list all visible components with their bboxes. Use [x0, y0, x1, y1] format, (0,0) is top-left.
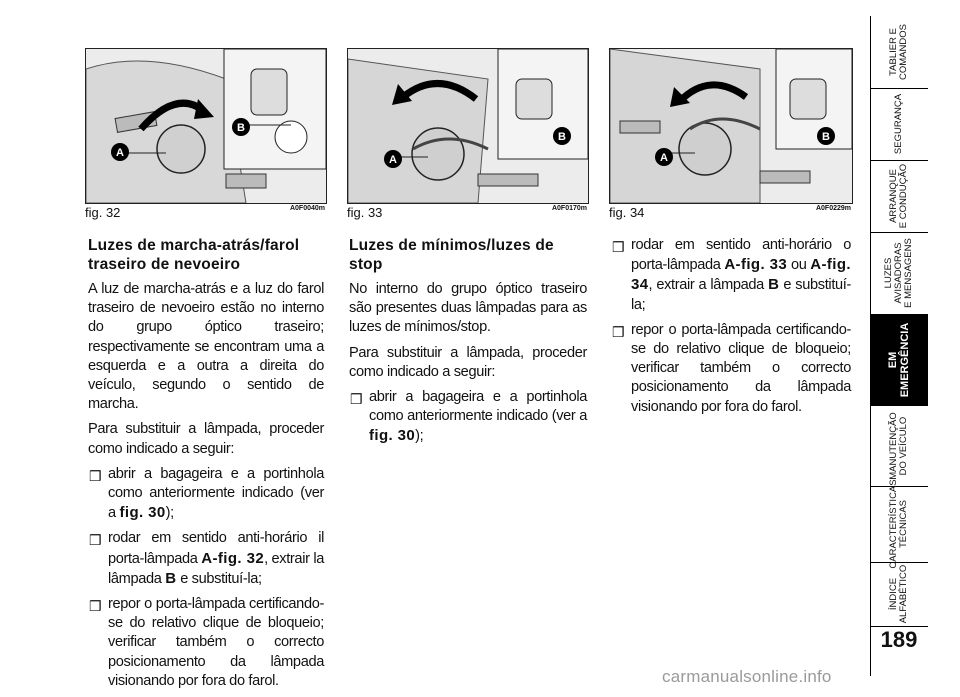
step-text: rodar em sentido anti-horário il porta-lâmpada [108, 530, 324, 567]
intro-paragraph: No interno do grupo óptico traseiro são presentes duas lâmpadas para as luzes de mínimos/stop. [349, 281, 587, 336]
list-item [88, 529, 324, 589]
steps-list [88, 465, 324, 691]
figure-reference: fig. 30 [369, 427, 416, 445]
list-item [88, 595, 324, 691]
section-heading [349, 236, 587, 274]
figure-34 [609, 48, 853, 204]
label-b: B [558, 131, 566, 143]
heading-line-1: Luzes de mínimos/luzes de [349, 237, 554, 254]
label-a: A [116, 147, 124, 159]
step-text: rodar em sentido anti-horário o porta-lâmpada [631, 237, 851, 274]
step-text-or: ou [787, 257, 811, 274]
label-a: A [660, 152, 668, 164]
tab-label: EM EMERGÊNCIA [887, 322, 911, 398]
checkbox-bullet-icon: ❒ [612, 323, 625, 340]
checkbox-bullet-icon: ❒ [89, 598, 102, 615]
figure-33-illustration [348, 49, 588, 203]
watermark: carmanualsonline.info [662, 667, 832, 686]
steps-list [349, 388, 587, 447]
step-text-end: e substituí-la; [631, 277, 851, 313]
figure-code: A0F0040m [289, 205, 325, 212]
tab-arranque-conducao[interactable] [870, 160, 928, 233]
list-item [611, 321, 851, 417]
step-text-mid: , extrair la lâmpada [108, 550, 324, 587]
tab-label: LUZES AVISADORAS E MENSAGENS [883, 238, 914, 308]
tab-luzes-avisadoras[interactable] [870, 232, 928, 315]
heading-line-1: Luzes de marcha-atrás/farol [88, 237, 300, 254]
figure-number: fig. 34 [609, 205, 645, 220]
figure-reference: A-fig. 32 [201, 549, 265, 567]
figure-32 [85, 48, 327, 204]
tab-tablier-comandos[interactable] [870, 16, 928, 89]
tab-em-emergencia[interactable] [870, 314, 928, 406]
tab-label: CARACTERÍSTICAS TÉCNICAS [888, 479, 909, 569]
tab-label: ARRANQUE E CONDUÇÃO [888, 163, 909, 229]
figure-34-illustration [610, 49, 852, 203]
chapter-tabs [870, 16, 928, 676]
step-text-end: ); [415, 428, 424, 445]
tab-label: SEGURANÇA [893, 93, 904, 155]
tab-label: MANUTENÇÃO DO VEÍCULO [888, 412, 909, 480]
part-reference: B [165, 569, 177, 587]
figure-number: fig. 33 [347, 205, 383, 220]
tab-label: ÍNDICE ALFABÉTICO [888, 564, 909, 624]
column-position-stop-lights [349, 236, 587, 453]
column-reverse-fog-lights [88, 236, 324, 697]
checkbox-bullet-icon: ❒ [89, 467, 102, 484]
tab-label: TABLIER E COMANDOS [888, 24, 909, 80]
list-item [611, 236, 851, 315]
figure-32-illustration [86, 49, 326, 203]
list-item [88, 465, 324, 524]
label-a: A [389, 154, 397, 166]
step-text: repor o porta-lâmpada certificando-se do relativo clique de bloqueio; verificar também o correcto posicionamento da lâmpada visionando por fora do farol. [631, 321, 851, 415]
column-steps-continued [611, 236, 851, 423]
step-text: abrir a bagageira e a portinhola como anteriormente indicado (ver a [369, 389, 587, 425]
figure-33 [347, 48, 589, 204]
instruction-paragraph: Para substituir a lâmpada, proceder como indicado a seguir: [88, 421, 324, 457]
step-text-end: ); [165, 505, 174, 522]
step-text-end: e substituí-la; [176, 570, 262, 587]
tab-manutencao[interactable] [870, 406, 928, 487]
intro-paragraph: A luz de marcha-atrás e a luz do farol traseiro de nevoeiro estão no interno do grupo óptico traseiro; respectivamente se encontram uma a esquerda e a outra a direita do veículo, segundo o sentido de marcha. [88, 281, 324, 413]
checkbox-bullet-icon: ❒ [89, 532, 102, 549]
checkbox-bullet-icon: ❒ [350, 391, 363, 408]
figure-code: A0F0229m [815, 205, 851, 212]
list-item [349, 388, 587, 447]
tab-caracteristicas[interactable] [870, 479, 928, 569]
heading-line-2: stop [349, 256, 383, 273]
steps-list [611, 236, 851, 417]
figure-number: fig. 32 [85, 205, 121, 220]
instruction-paragraph: Para substituir a lâmpada, proceder como indicado a seguir: [349, 344, 587, 380]
part-reference: B [768, 276, 780, 294]
checkbox-bullet-icon: ❒ [612, 239, 625, 255]
figure-reference: A-fig. 33 [724, 256, 788, 274]
figure-reference: fig. 30 [119, 504, 166, 522]
section-heading [88, 236, 324, 274]
step-text-mid: , extrair a lâmpada [648, 277, 769, 294]
step-text: abrir a bagageira e a portinhola como anteriormente indicado (ver a [108, 465, 324, 522]
page-number: 189 [880, 627, 918, 652]
tab-indice[interactable] [870, 562, 928, 627]
label-b: B [237, 122, 245, 134]
tab-seguranca[interactable] [870, 88, 928, 161]
step-text: repor o porta-lâmpada certificando-se do relativo clique de bloqueio; verificar também o correcto posicionamento da lâmpada visionando por fora do farol. [108, 596, 324, 689]
label-b: B [822, 131, 830, 143]
figure-reference: A-fig. 34 [631, 256, 851, 294]
heading-line-2: traseiro de nevoeiro [88, 256, 241, 273]
figure-code: A0F0170m [551, 205, 587, 212]
